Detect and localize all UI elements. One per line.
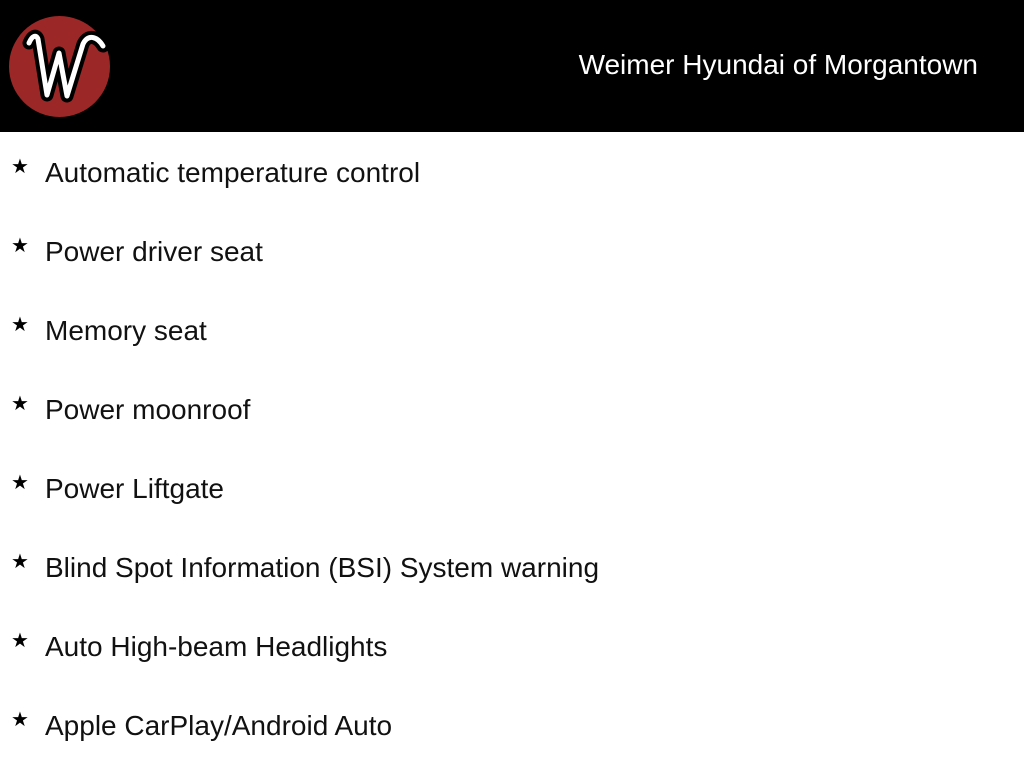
dealer-name: Weimer Hyundai of Morgantown bbox=[578, 49, 978, 80]
feature-item bbox=[0, 705, 1024, 745]
feature-label: Blind Spot Information (BSI) System warning bbox=[45, 552, 600, 583]
feature-label: Power driver seat bbox=[45, 236, 263, 267]
feature-item bbox=[0, 310, 1024, 350]
feature-label: Auto High-beam Headlights bbox=[45, 631, 388, 662]
feature-item bbox=[0, 152, 1024, 192]
feature-label: Power Liftgate bbox=[45, 473, 224, 504]
feature-label: Apple CarPlay/Android Auto bbox=[45, 710, 393, 741]
star-icon: ★ bbox=[11, 156, 29, 178]
star-icon: ★ bbox=[11, 472, 29, 494]
feature-label: Automatic temperature control bbox=[45, 157, 421, 188]
page-header bbox=[0, 0, 1024, 132]
feature-label: Power moonroof bbox=[45, 394, 251, 425]
feature-item bbox=[0, 468, 1024, 508]
star-icon: ★ bbox=[11, 393, 29, 415]
star-icon: ★ bbox=[11, 551, 29, 573]
feature-item bbox=[0, 231, 1024, 271]
feature-item bbox=[0, 547, 1024, 587]
star-icon: ★ bbox=[11, 709, 29, 731]
feature-item bbox=[0, 389, 1024, 429]
star-icon: ★ bbox=[11, 235, 29, 257]
feature-item bbox=[0, 626, 1024, 666]
star-icon: ★ bbox=[11, 630, 29, 652]
feature-label: Memory seat bbox=[45, 315, 207, 346]
weimer-logo-icon bbox=[9, 16, 110, 117]
star-icon: ★ bbox=[11, 314, 29, 336]
